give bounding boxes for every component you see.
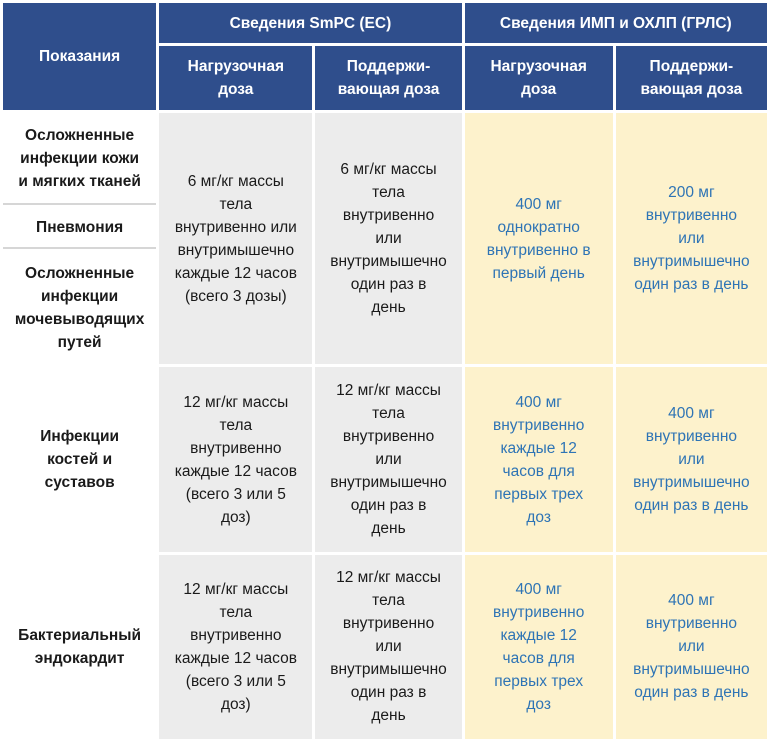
grls-maintenance-dose-row-3: 400 мг внутривенно или внутримышечно один раз в день (616, 555, 767, 739)
grls-loading-dose-row-1: 400 мг однократно внутривенно в первый день (465, 113, 613, 365)
header-grls-group: Сведения ИМП и ОХЛП (ГРЛС) (465, 3, 767, 43)
grls-loading-dose-row-3: 400 мг внутривенно каждые 12 часов для первых трех доз (465, 555, 613, 739)
header-smpc-loading: Нагрузочная доза (159, 46, 312, 109)
grls-maintenance-dose-row-2: 400 мг внутривенно или внутримышечно один раз в день (616, 367, 767, 551)
header-grls-maintenance: Поддержи- вающая доза (616, 46, 767, 109)
smpc-maintenance-dose-row-1: 6 мг/кг массы тела внутривенно или внутримышечно один раз в день (315, 113, 461, 365)
indication-endocarditis: Бактериальный эндокардит (3, 555, 156, 739)
header-indications: Показания (3, 3, 156, 110)
header-grls-loading: Нагрузочная доза (465, 46, 613, 109)
indication-pneumonia: Пневмония (3, 208, 156, 248)
smpc-loading-dose-row-1: 6 мг/кг массы тела внутривенно или внутримышечно каждые 12 часов (всего 3 дозы) (159, 113, 312, 365)
header-smpc-group: Сведения SmPC (ЕС) (159, 3, 461, 43)
smpc-loading-dose-row-2: 12 мг/кг массы тела внутривенно каждые 12 часов (всего 3 или 5 доз) (159, 367, 312, 551)
header-smpc-maintenance: Поддержи- вающая доза (315, 46, 461, 109)
indication-urinary-tract: Осложненные инфекции мочевыводящих путей (3, 252, 156, 365)
indication-skin-soft-tissue: Осложненные инфекции кожи и мягких тканей (3, 113, 156, 206)
smpc-maintenance-dose-row-2: 12 мг/кг массы тела внутривенно или внутримышечно один раз в день (315, 367, 461, 551)
indication-bone-joint: Инфекции костей и суставов (3, 367, 156, 551)
grls-loading-dose-row-2: 400 мг внутривенно каждые 12 часов для первых трех доз (465, 367, 613, 551)
smpc-maintenance-dose-row-3: 12 мг/кг массы тела внутривенно или внутримышечно один раз в день (315, 555, 461, 739)
grls-maintenance-dose-row-1: 200 мг внутривенно или внутримышечно один раз в день (616, 113, 767, 365)
smpc-loading-dose-row-3: 12 мг/кг массы тела внутривенно каждые 12 часов (всего 3 или 5 доз) (159, 555, 312, 739)
